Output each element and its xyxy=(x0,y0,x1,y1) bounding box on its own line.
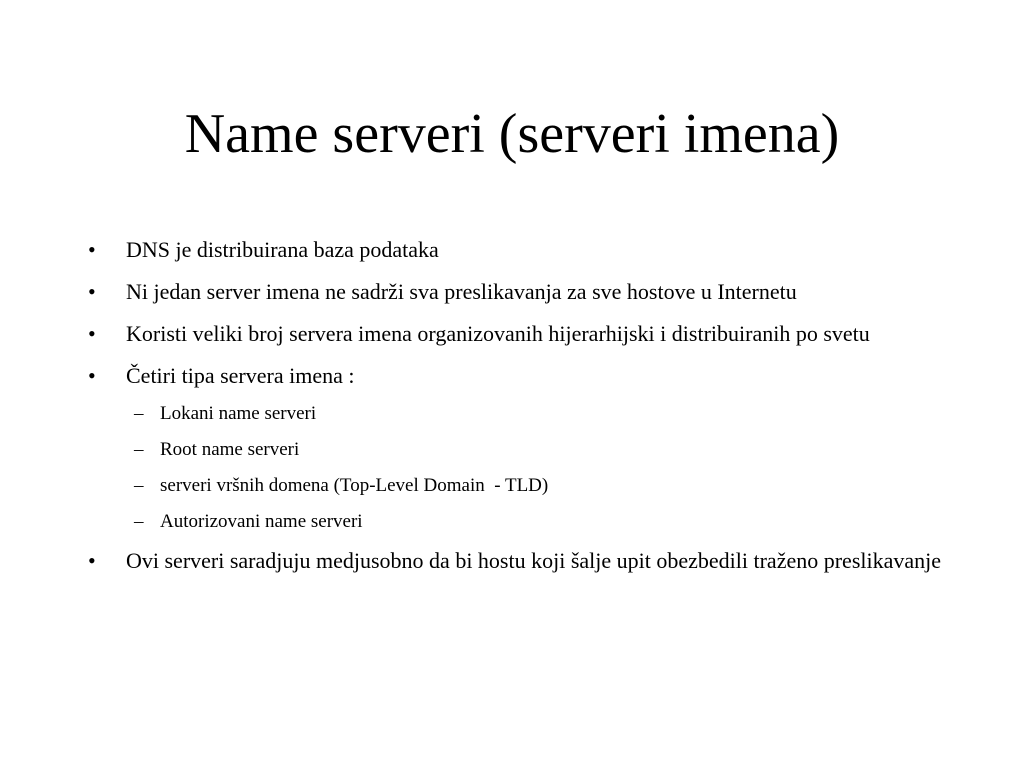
sub-bullet-text: Autorizovani name serveri xyxy=(160,511,363,532)
sub-bullet-marker: – xyxy=(134,403,144,424)
bullet-item xyxy=(88,358,948,393)
sub-bullet-item xyxy=(126,399,948,429)
sub-bullet-item xyxy=(126,507,948,537)
sub-bullet-marker: – xyxy=(134,439,144,460)
sub-bullet-item xyxy=(126,435,948,465)
bullet-item xyxy=(88,543,948,578)
bullet-item xyxy=(88,232,948,267)
bullet-text: Četiri tipa servera imena : xyxy=(126,363,355,388)
bullet-marker: • xyxy=(88,237,96,262)
bullet-text: Koristi veliki broj servera imena organizovanih hijerarhijski i distribuiranih po svetu xyxy=(126,321,870,346)
bullet-text: Ni jedan server imena ne sadrži sva preslikavanja za sve hostove u Internetu xyxy=(126,279,797,304)
bullet-text: Ovi serveri saradjuju medjusobno da bi hostu koji šalje upit obezbedili traženo preslikavanje xyxy=(126,548,942,573)
sub-bullet-text: serveri vršnih domena (Top-Level Domain - TLD) xyxy=(160,475,549,496)
bullet-item xyxy=(88,316,948,351)
sub-bullet-item xyxy=(126,471,948,501)
sub-bullet-list xyxy=(88,399,948,537)
sub-bullet-marker: – xyxy=(134,475,144,496)
bullet-marker: • xyxy=(88,321,96,346)
bullet-item xyxy=(88,274,948,309)
sub-bullet-marker: – xyxy=(134,511,144,532)
bullet-marker: • xyxy=(88,548,96,573)
bullet-marker: • xyxy=(88,363,96,388)
bullet-list xyxy=(88,232,948,585)
sub-bullet-text: Lokani name serveri xyxy=(160,403,317,424)
sub-bullet-text: Root name serveri xyxy=(160,439,300,460)
bullet-text: DNS je distribuirana baza podataka xyxy=(126,237,439,262)
bullet-marker: • xyxy=(88,279,96,304)
slide-title: Name serveri (serveri imena) xyxy=(184,103,840,165)
